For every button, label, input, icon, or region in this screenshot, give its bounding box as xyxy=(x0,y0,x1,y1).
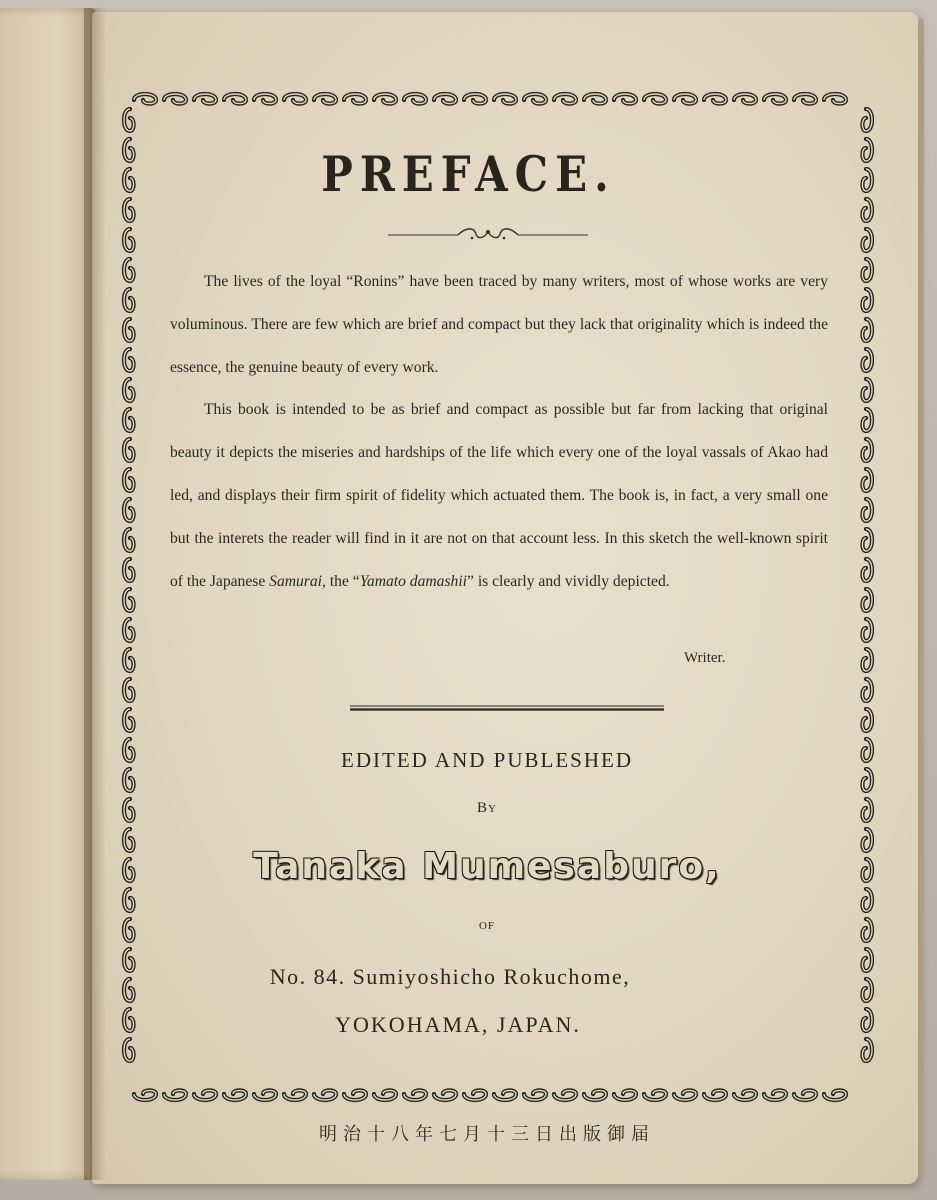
italic-yamato-damashii: Yamato damashii xyxy=(359,573,467,590)
publisher-address: No. 84. Sumiyoshicho Rokuchome, xyxy=(269,964,631,989)
paragraph-2-text: This book is intended to be as brief and compact as possible but far from lacking that original beauty it depicts the miseries and hardships of the life which every one of the loyal vassals of Akao had led, and displays their firm spirit of fidelity which actuated them. The book is, in fact, a very small one but the interets the reader will find in it are not on that account less. In this sketch the well-known spirit of the Japanese xyxy=(170,401,828,590)
edited-line: EDITED AND PUBLESHED xyxy=(341,748,633,772)
signoff: Writer. xyxy=(684,650,726,666)
page-title: PREFACE. xyxy=(321,146,616,203)
flourish-ornament-icon xyxy=(388,226,588,244)
double-rule-icon xyxy=(350,704,664,712)
italic-samurai: Samurai xyxy=(269,573,323,590)
publisher-name: Tanaka Mumesaburo, xyxy=(253,846,721,887)
japanese-publication-date: 明治十八年七月十三日出版御届 xyxy=(319,1124,655,1145)
preface-paragraph-2 xyxy=(170,388,828,603)
preface-paragraph-1: The lives of the loyal “Ronins” have been traced by many writers, most of whose works are very voluminous. There are few which are brief and compact but they lack that originality which is indeed the essence, the genuine beauty of every work. xyxy=(170,273,828,376)
paragraph-2-end: ” is clearly and vividly depicted. xyxy=(467,573,670,590)
publisher-city: YOKOHAMA, JAPAN. xyxy=(335,1012,581,1037)
of-line: OF xyxy=(478,920,496,932)
paragraph-2-mid: , the “ xyxy=(322,573,360,590)
by-line: By xyxy=(477,800,497,816)
